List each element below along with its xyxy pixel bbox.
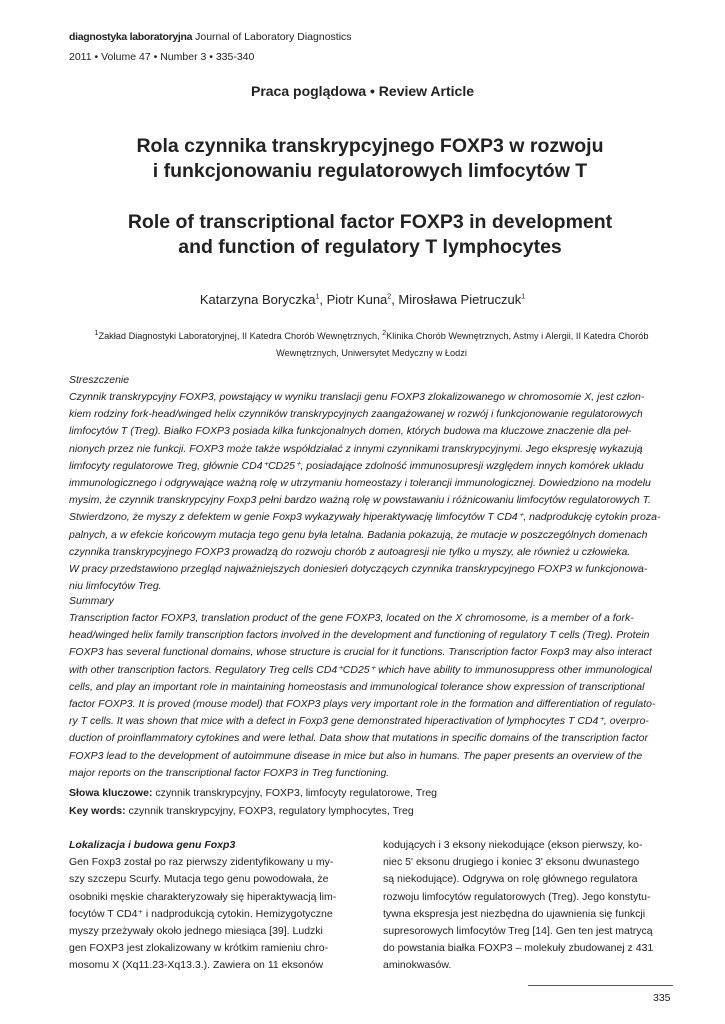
body-line: szy szczepu Scurfy. Mutacja tego genu powodowała, że [69, 873, 329, 886]
title-english [60, 210, 680, 260]
article-category: Praca poglądowa • Review Article [250, 83, 474, 99]
abstract-line: Transcription factor FOXP3, translation product of the gene FOXP3, located on the X chromosome, is a member of a fork- [69, 612, 634, 624]
issue-info: 2011 • Volume 47 • Number 3 • 335-340 [69, 51, 255, 63]
affiliation-mark: 1 [94, 329, 99, 337]
body-line: są niekodujące). Odgrywa on rolę głównego regulatora [383, 873, 638, 886]
journal-name-bold: diagnostyka laboratoryjna [69, 31, 193, 43]
body-line: tywna ekspresja jest niezbędna do ujawnienia się funkcji [383, 907, 646, 920]
abstract-line: FOXP3 has several functional domains, whose structure is crucial for it functions. Transcription factor Foxp3 may also interact [69, 646, 652, 659]
body-line: aminokwasów. [383, 959, 452, 972]
keywords-polish [69, 787, 437, 799]
body-line: myszy przeżywały około jednego miesiąca [39]. Ludzki [69, 925, 323, 938]
body-line: Gen Foxp3 został po raz pierwszy zidentyfikowany u my- [69, 856, 334, 869]
title-polish [60, 134, 680, 184]
body-column-right [383, 837, 673, 975]
author-separator: , [391, 292, 399, 307]
title-polish-line: Rola czynnika transkrypcyjnego FOXP3 w rozwoju [136, 135, 604, 157]
keywords-label: Słowa kluczowe: [69, 787, 153, 799]
abstract-line: limfocytów T (Treg). Białko FOXP3 posiada kilka funkcjonalnych domen, których budowa ma kluczowe znaczenie dla peł- [69, 425, 632, 438]
section-heading: Lokalizacja i budowa genu Foxp3 [69, 839, 236, 851]
abstract-line: mysim, że czynnik transkrypcyjny Foxp3 pełni bardzo ważną rolę w powstawaniu i różnicowaniu limfocytów regulatorowych T. [69, 494, 652, 507]
abstract-heading-pl: Streszczenie [69, 374, 130, 386]
author-separator: , [319, 292, 327, 307]
page-number: 335 [653, 992, 671, 1004]
author-name: Mirosława Pietruczuk [398, 292, 522, 307]
journal-header [69, 31, 352, 43]
body-column-left [69, 837, 359, 975]
body-line: osobniki męskie charakteryzowały się hiperaktywacją lim- [69, 890, 337, 903]
keywords-text: czynnik transkrypcyjny, FOXP3, regulatory lymphocytes, Treg [125, 805, 414, 817]
body-line: rozwoju limfocytów regulatorowych (Treg). Jego konstytu- [383, 890, 651, 903]
author-affiliation-mark: 1 [315, 293, 320, 301]
abstract-line: cells, and play an important role in maintaining homeostasis and immunological tolerance show expression of transcriptional [69, 680, 645, 693]
abstract-line: duction of proinflammatory cytokines and were lethal. Data show that mutations in specific domains of the transcription factor [69, 732, 648, 745]
title-english-line: Role of transcriptional factor FOXP3 in development [127, 211, 613, 233]
abstract-body-pl [69, 389, 673, 595]
affiliation-mark: 2 [382, 329, 387, 337]
abstract-line: limfocyty regulatorowe Treg, głównie CD4⁺CD25⁺, posiadające zdolność immunosupresji względem innych komórek układu [69, 459, 644, 472]
affiliation-text: Zakład Diagnostyki Laboratoryjnej, II Katedra Chorób Wewnętrznych, [98, 331, 383, 341]
abstract-line: kiem rodziny fork-head/winged helix czynników transkrypcyjnych zaangażowanej w rozwój i funkcjonowanie regulatorowych [69, 408, 643, 421]
abstract-line: FOXP3 lead to the development of autoimmune disease in mice but also in humans. The paper presents an overview of the [69, 749, 643, 762]
body-line: mosomu X (Xq11.23-Xq13.3.). Zawiera on 11 eksonów [69, 959, 324, 972]
abstract-line: major reports on the transcriptional factor FOXP3 in Treg functioning. [69, 766, 390, 779]
keywords-english [69, 805, 414, 817]
abstract-heading-en: Summary [69, 595, 114, 607]
abstract-line: with other transcription factors. Regulatory Treg cells CD4⁺CD25⁺ which have ability to immunosuppress other immunological [69, 663, 652, 676]
title-polish-line: i funkcjonowaniu regulatorowych limfocytów T [152, 160, 588, 182]
body-line: focytów T CD4⁺ i nadprodukcją cytokin. Hemizygotyczne [69, 907, 333, 920]
author-name: Piotr Kuna [326, 292, 388, 307]
keywords-text: czynnik transkrypcyjny, FOXP3, limfocyty regulatorowe, Treg [152, 787, 438, 799]
abstract-line: palnych, a w efekcie końcowym mutacja tego genu była letalna. Badania pokazują, że mutacje w poszczególnych domenach [69, 528, 648, 541]
affiliation-text: Klinika Chorób Wewnętrznych, Astmy i Alergii, II Katedra Chorób Wewnętrznych, Uniwersytet Medyczny w Łodzi [276, 331, 649, 358]
author-affiliation-mark: 1 [521, 293, 526, 301]
author-name: Katarzyna Boryczka [199, 292, 316, 307]
abstract-line: niu limfocytów Treg. [69, 580, 162, 593]
author-affiliation-mark: 2 [387, 293, 392, 301]
keywords-label: Key words: [69, 805, 126, 817]
affiliations [70, 328, 673, 362]
abstract-line: immunologicznego i odgrywające ważną rolę w utrzymaniu homeostazy i tolerancji immunologicznej. Dowiedziono na modelu [69, 477, 651, 490]
authors [0, 292, 725, 307]
abstract-line: factor FOXP3. It is proved (mouse model) that FOXP3 plays very important role in the formation and differentiation of regulato- [69, 698, 656, 711]
body-line: kodujących i 3 eksony niekodujące (ekson pierwszy, ko- [383, 839, 643, 851]
abstract-line: Stwierdzono, że myszy z defektem w genie Foxp3 wykazywały hiperaktywację limfocytów T CD4⁺, nadprodukcję cytokin proza- [69, 511, 661, 524]
abstract-line: head/winged helix family transcription factors involved in the development and functioning of regulatory T cells (Treg). Protein [69, 629, 650, 642]
abstract-body-en [69, 610, 673, 782]
title-english-line: and function of regulatory T lymphocytes [178, 236, 562, 258]
abstract-line: ry T cells. It was shown that mice with a defect in Foxp3 gene demonstrated hiperactivation of lymphocytes T CD4⁺, overpro- [69, 715, 649, 728]
abstract-line: nionych przez nie funkcji. FOXP3 może także współdziałać z innymi czynnikami transkrypcyjnymi. Jego ekspresję wykazują [69, 442, 643, 455]
abstract-line: Czynnik transkrypcyjny FOXP3, powstający w wyniku translacji genu FOXP3 zlokalizowanego w chromosomie X, jest człon- [69, 391, 645, 403]
abstract-line: czynnika transkrypcyjnego FOXP3 prowadzą do rozwoju chorób z autoagresji nie tylko u myszy, ale również u człowieka. [69, 545, 631, 558]
body-line: niec 5' eksonu drugiego i koniec 3' eksonu dwunastego [383, 856, 640, 869]
abstract-line: W pracy przedstawiono przegląd najważniejszych doniesień dotyczących czynnika transkrypcyjnego FOXP3 w funkcjonowa- [69, 563, 648, 576]
journal-name-rest: Journal of Laboratory Diagnostics [192, 31, 352, 43]
body-line: supresorowych limfocytów Treg [14]. Gen ten jest matrycą [383, 925, 653, 938]
body-line: gen FOXP3 jest zlokalizowany w krótkim ramieniu chro- [69, 942, 329, 955]
footer-rule [528, 985, 673, 986]
body-line: do powstania białka FOXP3 – molekuły zbudowanej z 431 [383, 942, 654, 955]
